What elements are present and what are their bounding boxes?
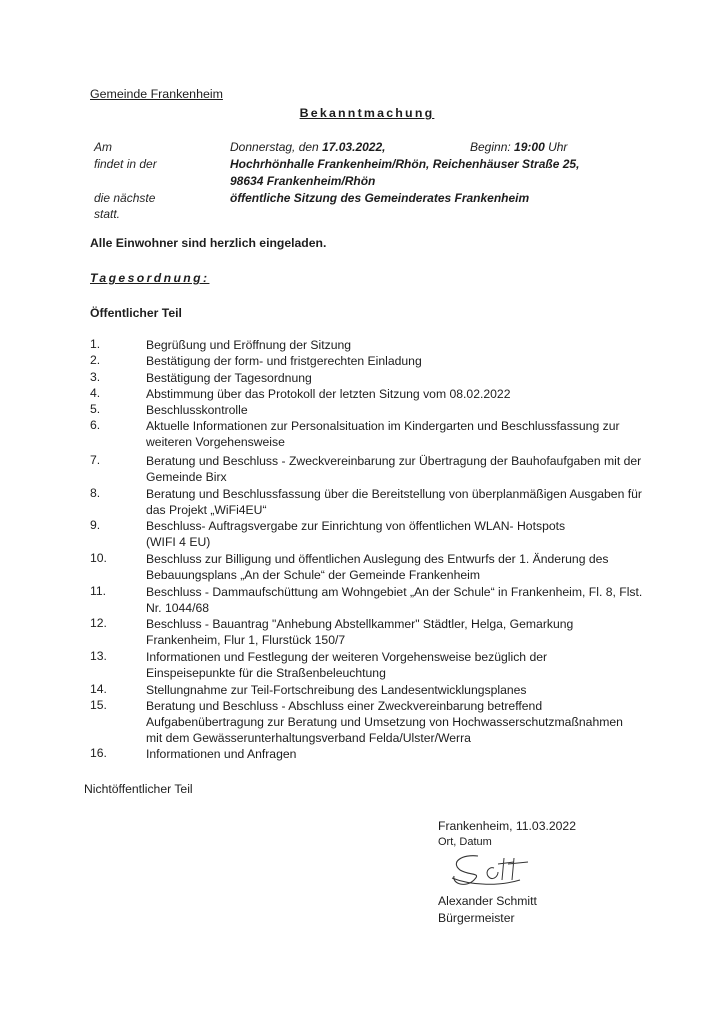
item-text: Beschlusskontrolle <box>146 403 248 417</box>
public-part-heading: Öffentlicher Teil <box>90 306 182 320</box>
agenda-heading: Tagesordnung: <box>90 271 210 285</box>
item-text-line-2: Bebauungsplans „An der Schule“ der Gemeinde Frankenheim <box>146 568 480 582</box>
item-text-line-2: Einspeisepunkte für die Straßenbeleuchtung <box>146 666 386 680</box>
item-number: 8. <box>90 486 101 500</box>
label-findet: findet in der <box>94 157 157 171</box>
item-number: 3. <box>90 370 101 384</box>
item-number: 12. <box>90 616 107 630</box>
item-text-line-2: Frankenheim, Flur 1, Flurstück 150/7 <box>146 633 346 647</box>
invitation-text: Alle Einwohner sind herzlich eingeladen. <box>90 236 327 250</box>
nonpublic-part-heading: Nichtöffentlicher Teil <box>84 782 193 796</box>
meeting-begin <box>470 140 567 154</box>
item-text-line-2: Nr. 1044/68 <box>146 601 210 615</box>
signature-image <box>448 850 538 890</box>
item-text: Begrüßung und Eröffnung der Sitzung <box>146 338 352 352</box>
item-text-line-1: Beratung und Beschluss - Abschluss einer Zweckvereinbarung betreffend <box>146 699 543 713</box>
item-text-line-2: das Projekt „WiFi4EU“ <box>146 503 267 517</box>
label-naechste: die nächste <box>94 191 156 205</box>
item-text-line-1: Beratung und Beschlussfassung über die Bereitstellung von überplanmäßigen Ausgaben für <box>146 487 642 501</box>
item-number: 11. <box>90 584 107 598</box>
item-number: 15. <box>90 698 107 712</box>
item-number: 4. <box>90 386 101 400</box>
begin-time: 19:00 <box>514 140 545 154</box>
venue-line-1: Hochrhönhalle Frankenheim/Rhön, Reichenhäuser Straße 25, <box>230 157 580 171</box>
date-prefix: Donnerstag, den <box>230 140 319 154</box>
venue-line-2: 98634 Frankenheim/Rhön <box>230 174 376 188</box>
item-text-line-1: Aktuelle Informationen zur Personalsituation im Kindergarten und Beschlussfassung zur <box>146 419 620 433</box>
item-number: 10. <box>90 551 107 565</box>
item-text-line-1: Beratung und Beschluss - Zweckvereinbarung zur Übertragung der Bauhofaufgaben mit der <box>146 454 642 468</box>
document-title: Bekanntmachung <box>299 106 435 120</box>
item-text-line-2: weiteren Vorgehensweise <box>146 435 285 449</box>
item-text: Abstimmung über das Protokoll der letzten Sitzung vom 08.02.2022 <box>146 387 511 401</box>
municipality-name: Gemeinde Frankenheim <box>90 87 223 101</box>
meeting-date <box>230 140 385 154</box>
date-value: 17.03.2022, <box>322 140 386 154</box>
item-number: 16. <box>90 746 107 760</box>
item-number: 9. <box>90 518 101 532</box>
item-text-line-1: Beschluss - Dammaufschüttung am Wohngebiet „An der Schule“ in Frankenheim, Fl. 8, Flst. <box>146 585 643 599</box>
session-type: öffentliche Sitzung des Gemeinderates Frankenheim <box>230 191 530 205</box>
item-text-line-1: Beschluss- Auftragsvergabe zur Einrichtung von öffentlichen WLAN- Hotspots <box>146 519 566 533</box>
begin-unit: Uhr <box>548 140 568 154</box>
label-statt: statt. <box>94 207 121 221</box>
label-am: Am <box>94 140 112 154</box>
item-number: 2. <box>90 353 101 367</box>
item-text: Bestätigung der Tagesordnung <box>146 371 312 385</box>
item-text-line-2: Gemeinde Birx <box>146 470 227 484</box>
signer-role: Bürgermeister <box>438 911 515 925</box>
item-text-line-2: Aufgabenübertragung zur Beratung und Umsetzung von Hochwasserschutzmaßnahmen <box>146 715 623 729</box>
item-text-line-2: (WIFI 4 EU) <box>146 535 211 549</box>
signer-name: Alexander Schmitt <box>438 894 537 908</box>
item-text-line-3: mit dem Gewässerunterhaltungsverband Felda/Ulster/Werra <box>146 731 471 745</box>
item-text: Informationen und Anfragen <box>146 747 297 761</box>
item-number: 6. <box>90 418 101 432</box>
begin-label: Beginn: <box>470 140 511 154</box>
item-number: 14. <box>90 682 107 696</box>
item-text: Stellungnahme zur Teil-Fortschreibung des Landesentwicklungsplanes <box>146 683 527 697</box>
place-date: Frankenheim, 11.03.2022 <box>438 819 576 833</box>
item-text-line-1: Informationen und Festlegung der weiteren Vorgehensweise bezüglich der <box>146 650 548 664</box>
place-date-caption: Ort, Datum <box>438 836 492 848</box>
item-text: Bestätigung der form- und fristgerechten Einladung <box>146 354 422 368</box>
item-number: 7. <box>90 453 101 467</box>
item-number: 5. <box>90 402 101 416</box>
item-text-line-1: Beschluss - Bauantrag "Anhebung Abstellkammer" Städtler, Helga, Gemarkung <box>146 617 574 631</box>
item-text-line-1: Beschluss zur Billigung und öffentlichen Auslegung des Entwurfs der 1. Änderung des <box>146 552 609 566</box>
item-number: 13. <box>90 649 107 663</box>
item-number: 1. <box>90 337 101 351</box>
